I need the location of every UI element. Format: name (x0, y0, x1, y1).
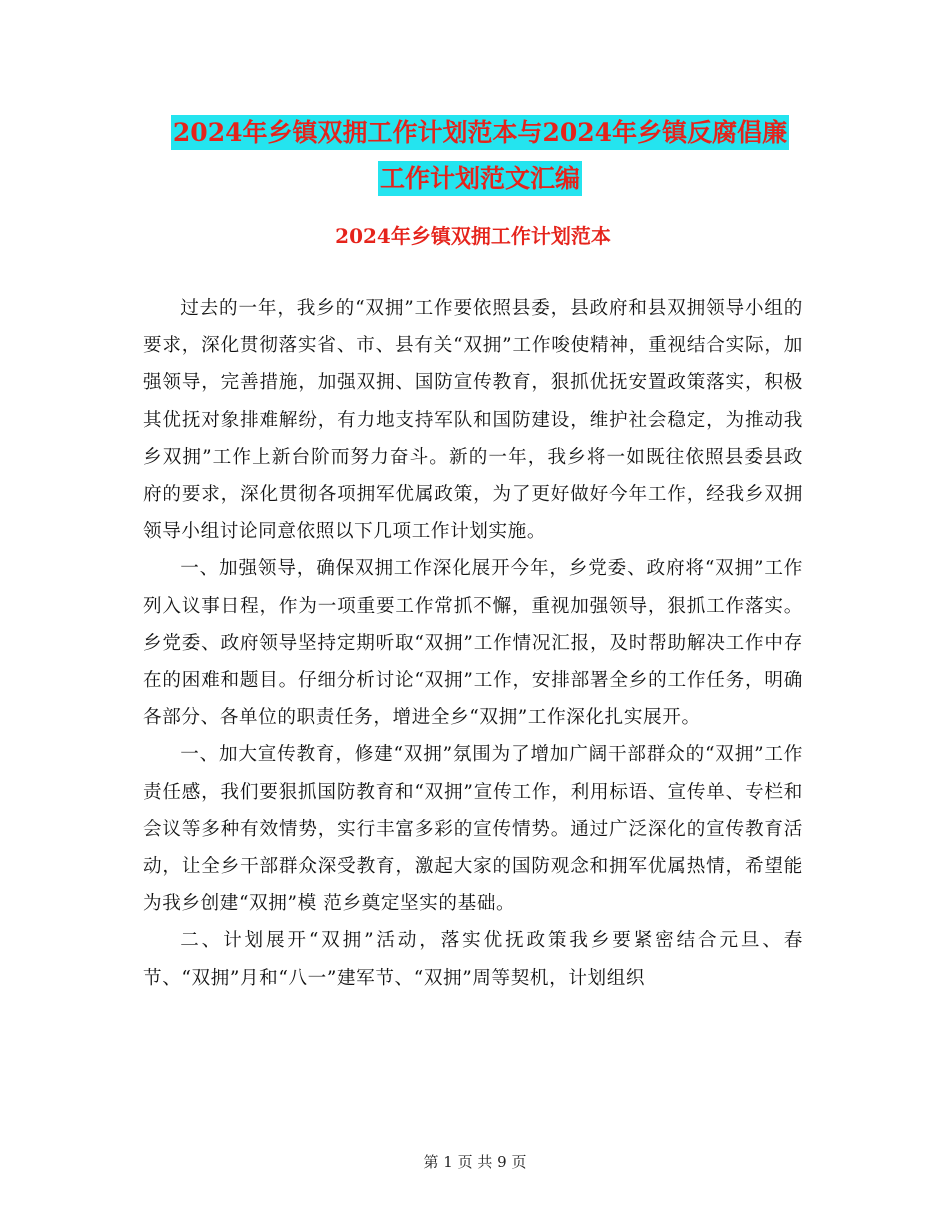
paragraph-publicity: 一、加大宣传教育，修建“双拥”氛围为了增加广阔干部群众的“双拥”工作责任感，我们要狠抓国防教育和“双拥”宣传工作，利用标语、宣传单、专栏和会议等多种有效情势，实行丰富多彩的宣传情势。通过广泛深化的宣传教育活动，让全乡干部群众深受教育，激起大家的国防观念和拥军优属热情，希望能为我乡创建“双拥”模 范乡奠定坚实的基础。 (143, 744, 803, 915)
paragraph-activities: 二、计划展开“双拥”活动，落实优抚政策我乡要紧密结合元旦、春节、“双拥”月和“八一”建军节、“双拥”周等契机，计划组织 (143, 930, 803, 989)
document-title-line-2: 工作计划范文汇编 (378, 161, 582, 196)
paragraph-leadership: 一、加强领导，确保双拥工作深化展开今年，乡党委、政府将“双拥”工作列入议事日程，作为一项重要工作常抓不懈，重视加强领导，狠抓工作落实。乡党委、政府领导坚持定期听取“双拥”工作情况汇报，及时帮助解决工作中存在的困难和题目。仔细分析讨论“双拥”工作，安排部署全乡的工作任务，明确各部分、各单位的职责任务，增进全乡“双拥”工作深化扎实展开。 (143, 558, 803, 729)
document-body (143, 290, 803, 997)
paragraph-intro: 过去的一年，我乡的“双拥”工作要依照县委，县政府和县双拥领导小组的要求，深化贯彻落实省、市、县有关“双拥”工作唆使精神，重视结合实际，加强领导，完善措施，加强双拥、国防宣传教育，狠抓优抚安置政策落实，积极其优抚对象排难解纷，有力地支持军队和国防建设，维护社会稳定，为推动我乡双拥”工作上新台阶而努力奋斗。新的一年，我乡将一如既往依照县委县政府的要求，深化贯彻各项拥军优属政策，为了更好做好今年工作，经我乡双拥领导小组讨论同意依照以下几项工作计划实施。 (143, 298, 803, 543)
document-title-line-1: 2024年乡镇双拥工作计划范本与2024年乡镇反腐倡廉 (171, 115, 789, 150)
document-title (130, 110, 830, 202)
section-title: 2024年乡镇双拥工作计划范本 (335, 224, 611, 248)
page-number-footer: 第 1 页 共 9 页 (423, 1153, 527, 1171)
